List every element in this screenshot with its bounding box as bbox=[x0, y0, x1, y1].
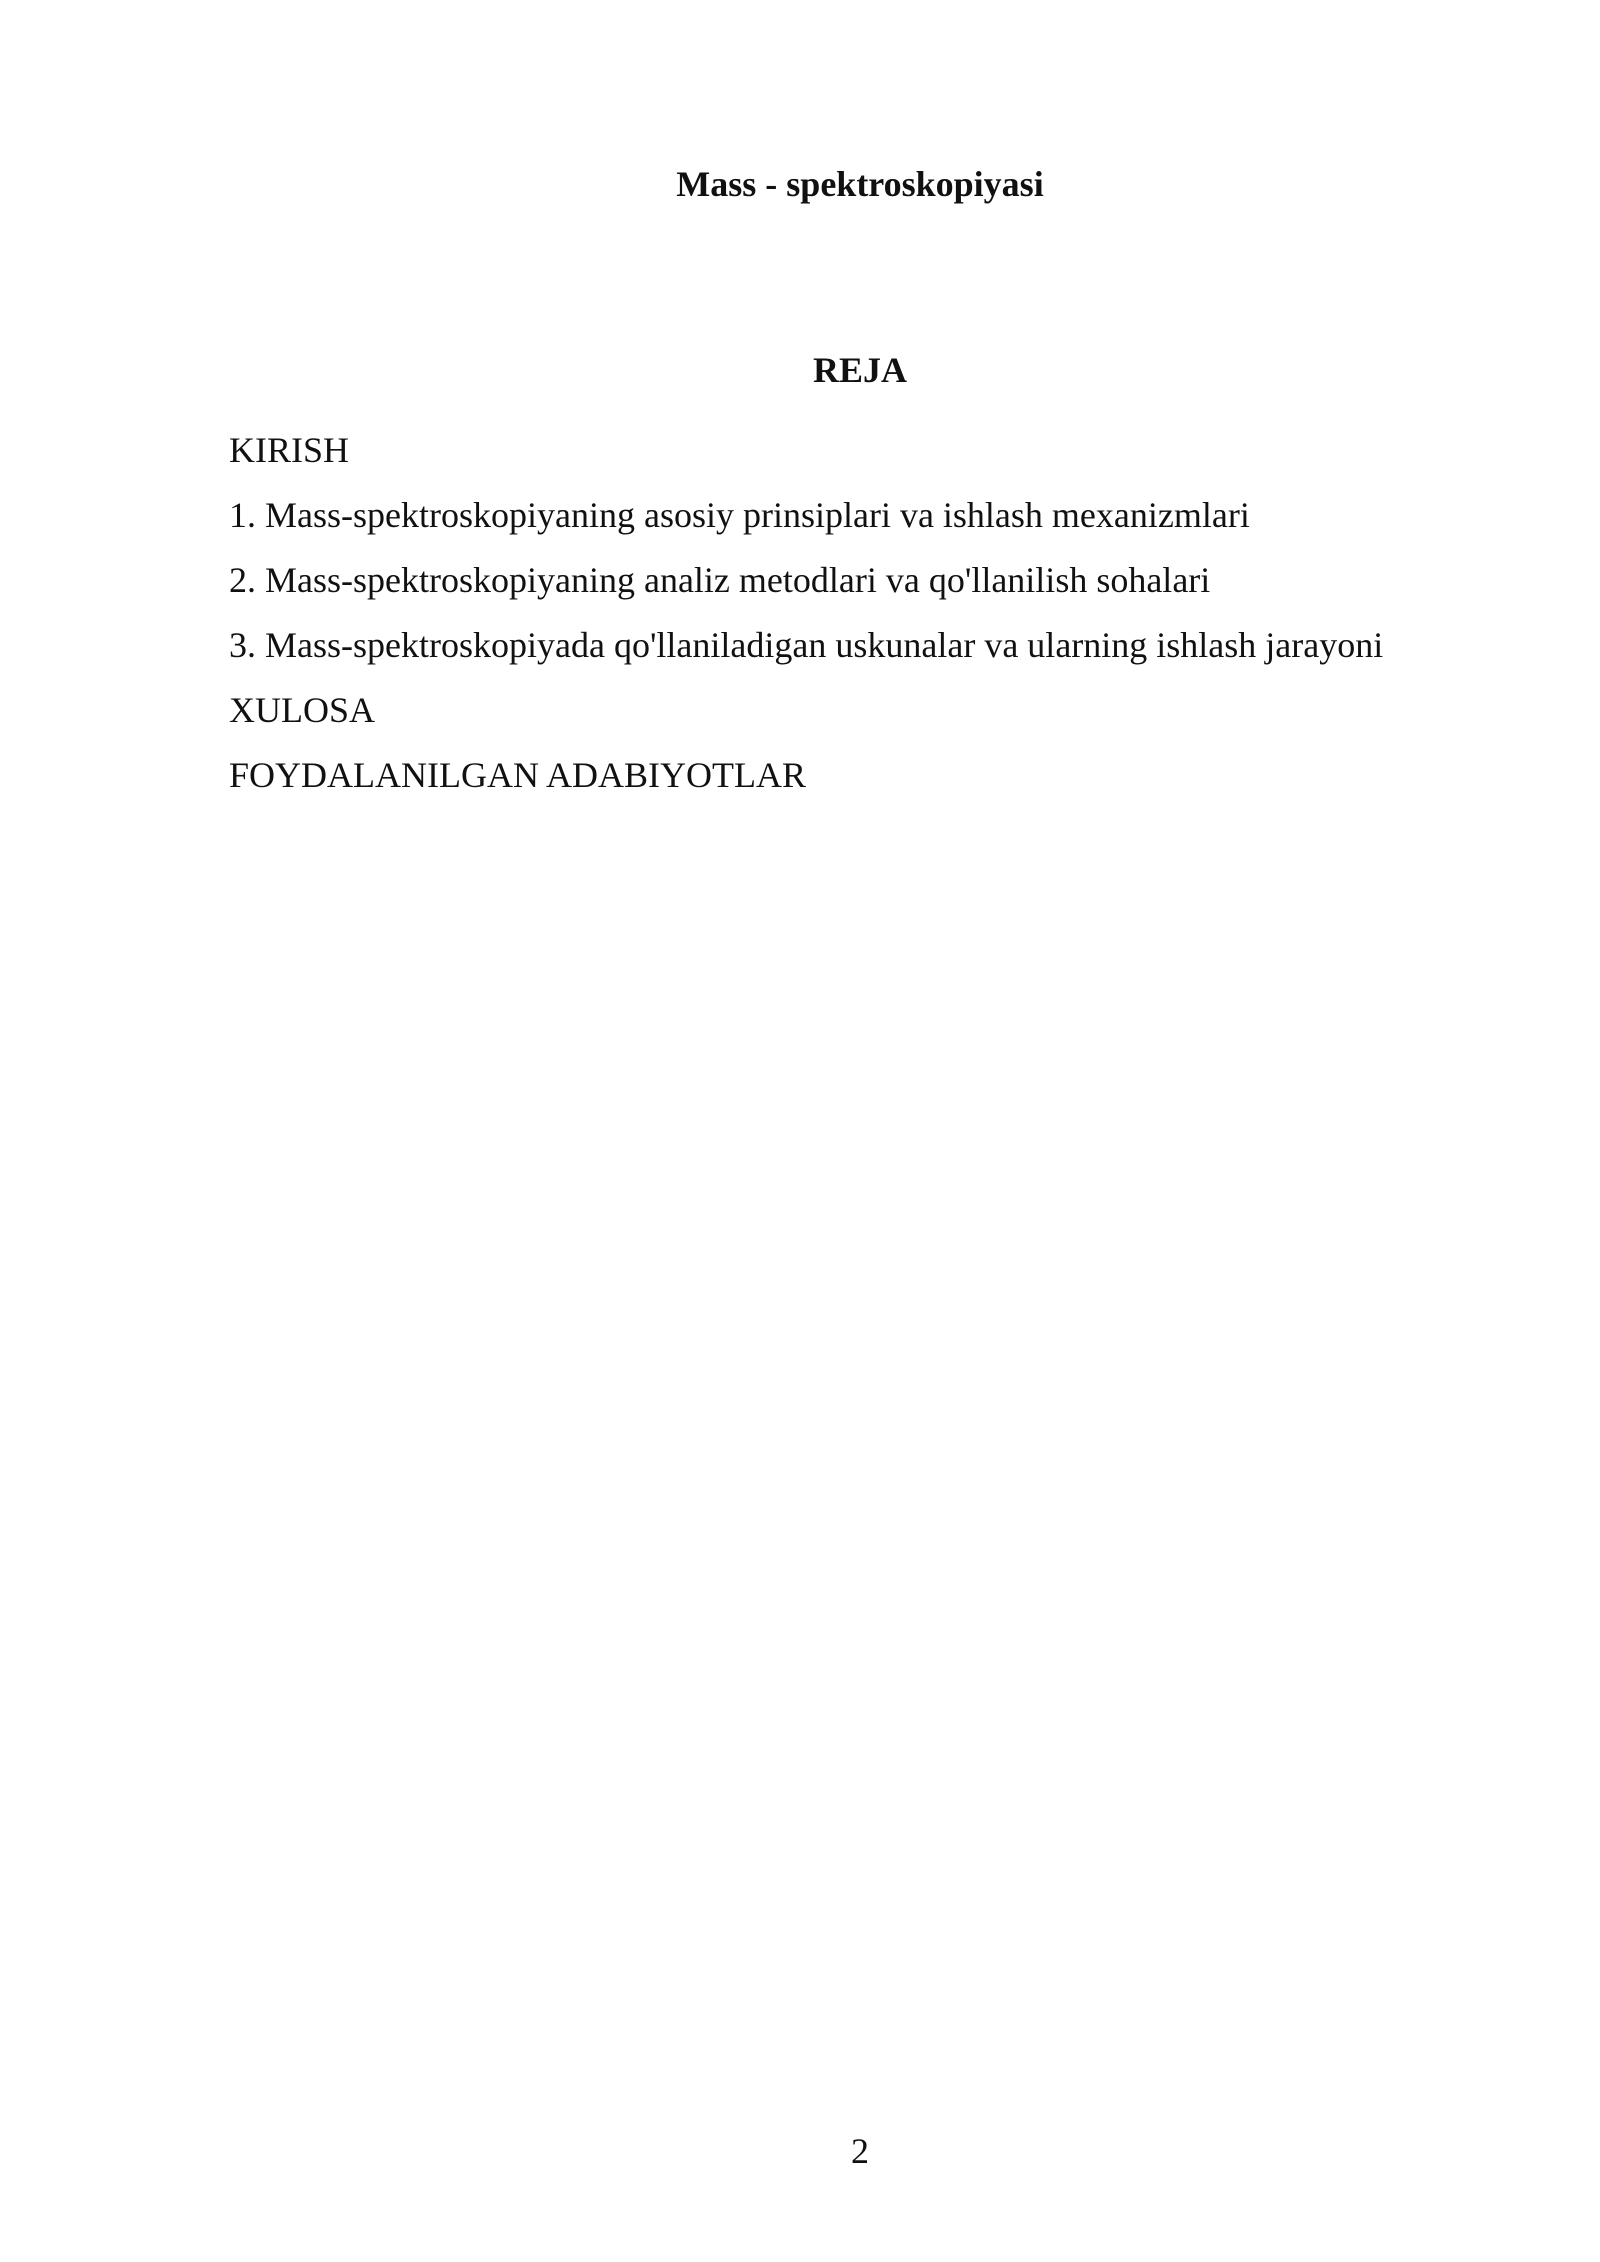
toc-item-chapter-2: 2. Mass-spektroskopiyaning analiz metodlari va qo'llanilish sohalari bbox=[229, 560, 1211, 600]
page-number: 2 bbox=[851, 2131, 869, 2171]
toc-item-chapter-1: 1. Mass-spektroskopiyaning asosiy prinsiplari va ishlash mexanizmlari bbox=[229, 495, 1250, 535]
plan-heading: REJA bbox=[812, 350, 907, 390]
toc-item-chapter-3: 3. Mass-spektroskopiyada qo'llaniladigan uskunalar va ularning ishlash jarayoni bbox=[229, 625, 1384, 665]
table-of-contents bbox=[229, 418, 1529, 808]
toc-item-references: FOYDALANILGAN ADABIYOTLAR bbox=[229, 755, 806, 795]
document-title: Mass - spektroskopiyasi bbox=[676, 164, 1044, 204]
toc-item-conclusion: XULOSA bbox=[229, 690, 376, 730]
toc-item-introduction: KIRISH bbox=[229, 430, 350, 470]
